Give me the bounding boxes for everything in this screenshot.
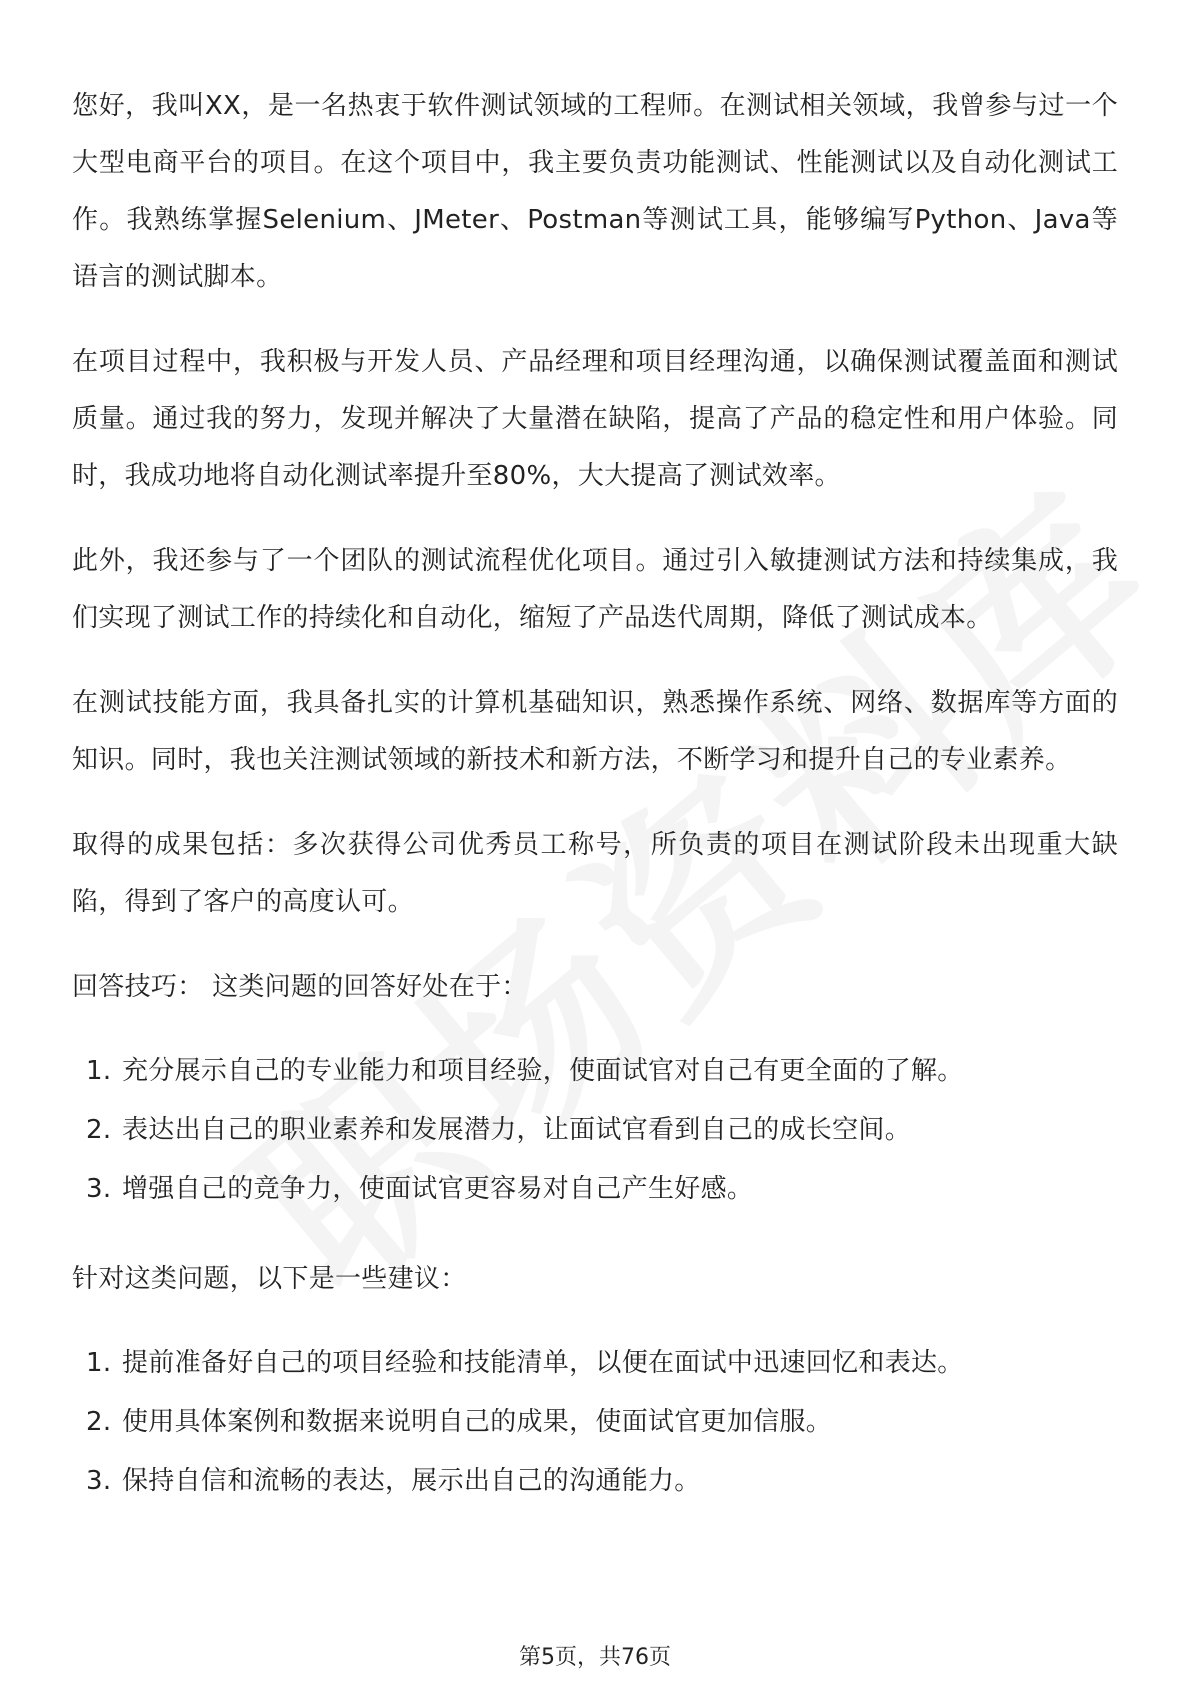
list-number: 3. <box>86 1174 112 1204</box>
page-number-footer: 第5页，共76页 <box>519 1645 671 1670</box>
list-item-text: 充分展示自己的专业能力和项目经验，使面试官对自己有更全面的了解。 <box>122 1056 964 1086</box>
paragraph-project-process: 在项目过程中，我积极与开发人员、产品经理和项目经理沟通，以确保测试覆盖面和测试质量。通过我的努力，发现并解决了大量潜在缺陷，提高了产品的稳定性和用户体验。同时，我成功地将自动化测试率提升至80%，大大提高了测试效率。 <box>72 347 1118 491</box>
list-number: 3. <box>86 1466 112 1496</box>
tips-heading: 回答技巧： 这类问题的回答好处在于： <box>72 972 528 1002</box>
list-number: 2. <box>86 1115 112 1145</box>
paragraph-process-optimization: 此外，我还参与了一个团队的测试流程优化项目。通过引入敏捷测试方法和持续集成，我们实现了测试工作的持续化和自动化，缩短了产品迭代周期，降低了测试成本。 <box>72 546 1118 633</box>
tips-list <box>72 1042 1118 1219</box>
paragraph-intro: 您好，我叫XX，是一名热衷于软件测试领域的工程师。在测试相关领域，我曾参与过一个大型电商平台的项目。在这个项目中，我主要负责功能测试、性能测试以及自动化测试工作。我熟练掌握Selenium、JMeter、Postman等测试工具，能够编写Python、Java等语言的测试脚本。 <box>72 91 1118 292</box>
list-item <box>72 1334 1118 1393</box>
list-item-text: 使用具体案例和数据来说明自己的成果，使面试官更加信服。 <box>122 1407 833 1437</box>
list-number: 1. <box>86 1348 112 1378</box>
document-body <box>72 78 1118 1543</box>
advice-list <box>72 1334 1118 1511</box>
list-item <box>72 1452 1118 1511</box>
list-item-text: 保持自信和流畅的表达，展示出自己的沟通能力。 <box>122 1466 701 1496</box>
list-item-text: 表达出自己的职业素养和发展潜力，让面试官看到自己的成长空间。 <box>122 1115 912 1145</box>
list-item-text: 提前准备好自己的项目经验和技能清单，以便在面试中迅速回忆和表达。 <box>122 1348 964 1378</box>
list-item-text: 增强自己的竞争力，使面试官更容易对自己产生好感。 <box>122 1174 754 1204</box>
paragraph-achievements: 取得的成果包括：多次获得公司优秀员工称号，所负责的项目在测试阶段未出现重大缺陷，得到了客户的高度认可。 <box>72 830 1118 917</box>
list-item <box>72 1101 1118 1160</box>
list-item <box>72 1393 1118 1452</box>
list-number: 1. <box>86 1056 112 1086</box>
paragraph-skills: 在测试技能方面，我具备扎实的计算机基础知识，熟悉操作系统、网络、数据库等方面的知识。同时，我也关注测试领域的新技术和新方法，不断学习和提升自己的专业素养。 <box>72 688 1118 775</box>
advice-heading: 针对这类问题，以下是一些建议： <box>72 1264 467 1294</box>
list-item <box>72 1042 1118 1101</box>
list-item <box>72 1160 1118 1219</box>
list-number: 2. <box>86 1407 112 1437</box>
